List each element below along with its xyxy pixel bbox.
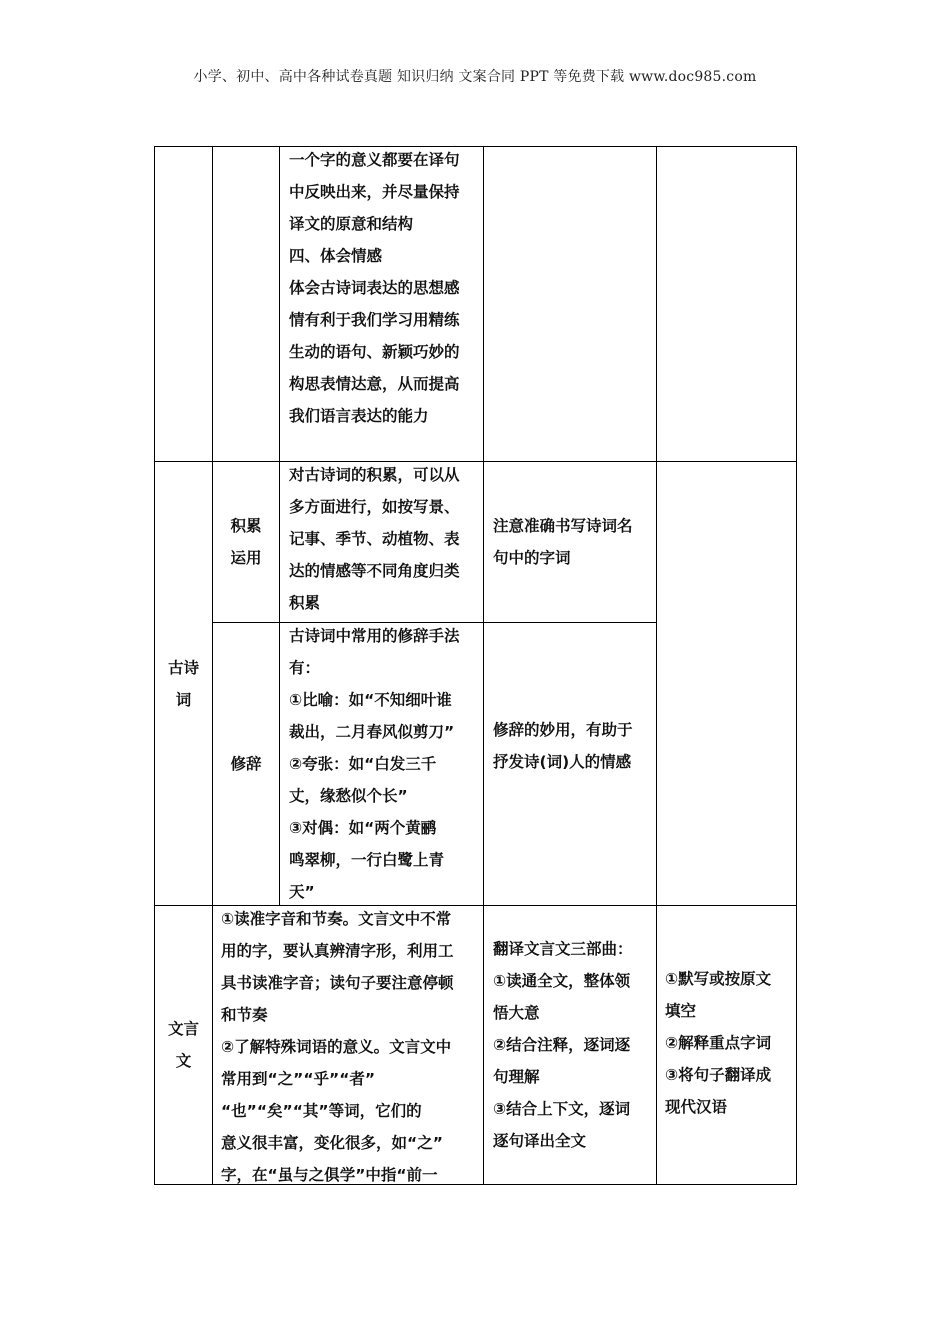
- text-line: ①默写或按原文: [665, 970, 772, 988]
- text-line: 天”: [289, 883, 315, 901]
- accumulation-method-cell: [289, 459, 479, 619]
- classical-category-cell: [155, 906, 212, 1184]
- text-line: 对古诗词的积累，可以从: [289, 466, 460, 484]
- label-line: 修辞: [230, 755, 262, 773]
- rhetoric-label-cell: [213, 623, 279, 905]
- text-line: 注意准确书写诗词名: [493, 517, 633, 535]
- label-line: 积累: [230, 517, 262, 535]
- text-line: 常用到“之”“乎”“者”: [221, 1070, 376, 1088]
- text-line: 句中的字词: [493, 549, 571, 567]
- text-line: 裁出，二月春风似剪刀”: [289, 723, 455, 741]
- text-line: ③对偶：如“两个黄鹂: [289, 819, 437, 837]
- text-line: 抒发诗(词)人的情感: [493, 752, 632, 771]
- text-line: 丈，缘愁似个长”: [289, 787, 408, 805]
- text-line: 逐句译出全文: [493, 1132, 587, 1150]
- text-line: 体会古诗词表达的思想感: [289, 279, 460, 297]
- label-line: 运用: [230, 549, 262, 567]
- text-line: “也”“矣”“其”等词，它们的: [221, 1102, 422, 1120]
- classical-question-cell: [665, 963, 793, 1123]
- classical-note-cell: [493, 933, 653, 1157]
- category-line: 文言: [167, 1020, 199, 1038]
- text-line: 具书读准字音；读句子要注意停顿: [221, 974, 454, 992]
- text-line: 句理解: [493, 1068, 540, 1086]
- text-line: ①读通全文，整体领: [493, 972, 631, 990]
- text-line: ①读准字音和节奏。文言文中不常: [221, 910, 452, 928]
- category-line: 古诗: [167, 658, 199, 677]
- text-line: 鸣翠柳，一行白鹭上青: [289, 851, 445, 869]
- text-line: 一个字的意义都要在译句: [289, 151, 460, 169]
- text-line: 积累: [289, 594, 321, 612]
- text-line: 生动的语句、新颖巧妙的: [289, 343, 460, 361]
- rhetoric-note-cell: [493, 623, 653, 868]
- poetry-category-cell: [155, 462, 212, 905]
- text-line: 悟大意: [493, 1004, 540, 1022]
- text-line: 情有利于我们学习用精练: [289, 311, 460, 329]
- text-line: ③将句子翻译成: [665, 1066, 772, 1084]
- text-line: ①比喻：如“不知细叶谁: [289, 691, 452, 709]
- page-header: 小学、初中、高中各种试卷真题 知识归纳 文案合同 PPT 等免费下载 www.doc985.com: [193, 69, 757, 85]
- accumulation-label-cell: [213, 462, 279, 622]
- text-line: 修辞的妙用，有助于: [493, 720, 633, 739]
- rhetoric-method-cell: [289, 620, 479, 908]
- text-line: 字，在“虽与之俱学”中指“前一: [221, 1166, 438, 1184]
- text-line: 构思表情达意，从而提高: [289, 375, 460, 393]
- text-line: 填空: [665, 1002, 697, 1020]
- text-line: 四、体会情感: [289, 247, 383, 265]
- accumulation-note-cell: [493, 462, 653, 622]
- text-line: 现代汉语: [665, 1098, 728, 1116]
- text-line: 记事、季节、动植物、表: [289, 530, 460, 548]
- text-line: ②解释重点字词: [665, 1034, 772, 1052]
- text-line: ③结合上下文，逐词: [493, 1100, 631, 1118]
- text-line: 译文的原意和结构: [289, 215, 414, 233]
- text-line: 中反映出来，并尽量保持: [289, 183, 460, 201]
- text-line: ②了解特殊词语的意义。文言文中: [221, 1038, 452, 1056]
- text-line: 和节奏: [221, 1006, 268, 1024]
- text-line: 意义很丰富，变化很多，如“之”: [221, 1134, 443, 1152]
- classical-method-cell: [221, 903, 481, 1191]
- text-line: 翻译文言文三部曲：: [493, 940, 633, 958]
- text-line: 古诗词中常用的修辞手法: [289, 627, 460, 645]
- text-line: 用的字，要认真辨清字形，利用工: [221, 942, 454, 960]
- category-line: 文: [175, 1052, 192, 1070]
- continuation-method-cell: [289, 144, 479, 432]
- text-line: 有：: [289, 659, 321, 677]
- text-line: 我们语言表达的能力: [289, 407, 429, 425]
- text-line: ②夸张：如“白发三千: [289, 755, 437, 773]
- text-line: 达的情感等不同角度归类: [289, 562, 460, 580]
- text-line: 多方面进行，如按写景、: [289, 498, 460, 516]
- category-line: 词: [175, 690, 192, 709]
- text-line: ②结合注释，逐词逐: [493, 1036, 631, 1054]
